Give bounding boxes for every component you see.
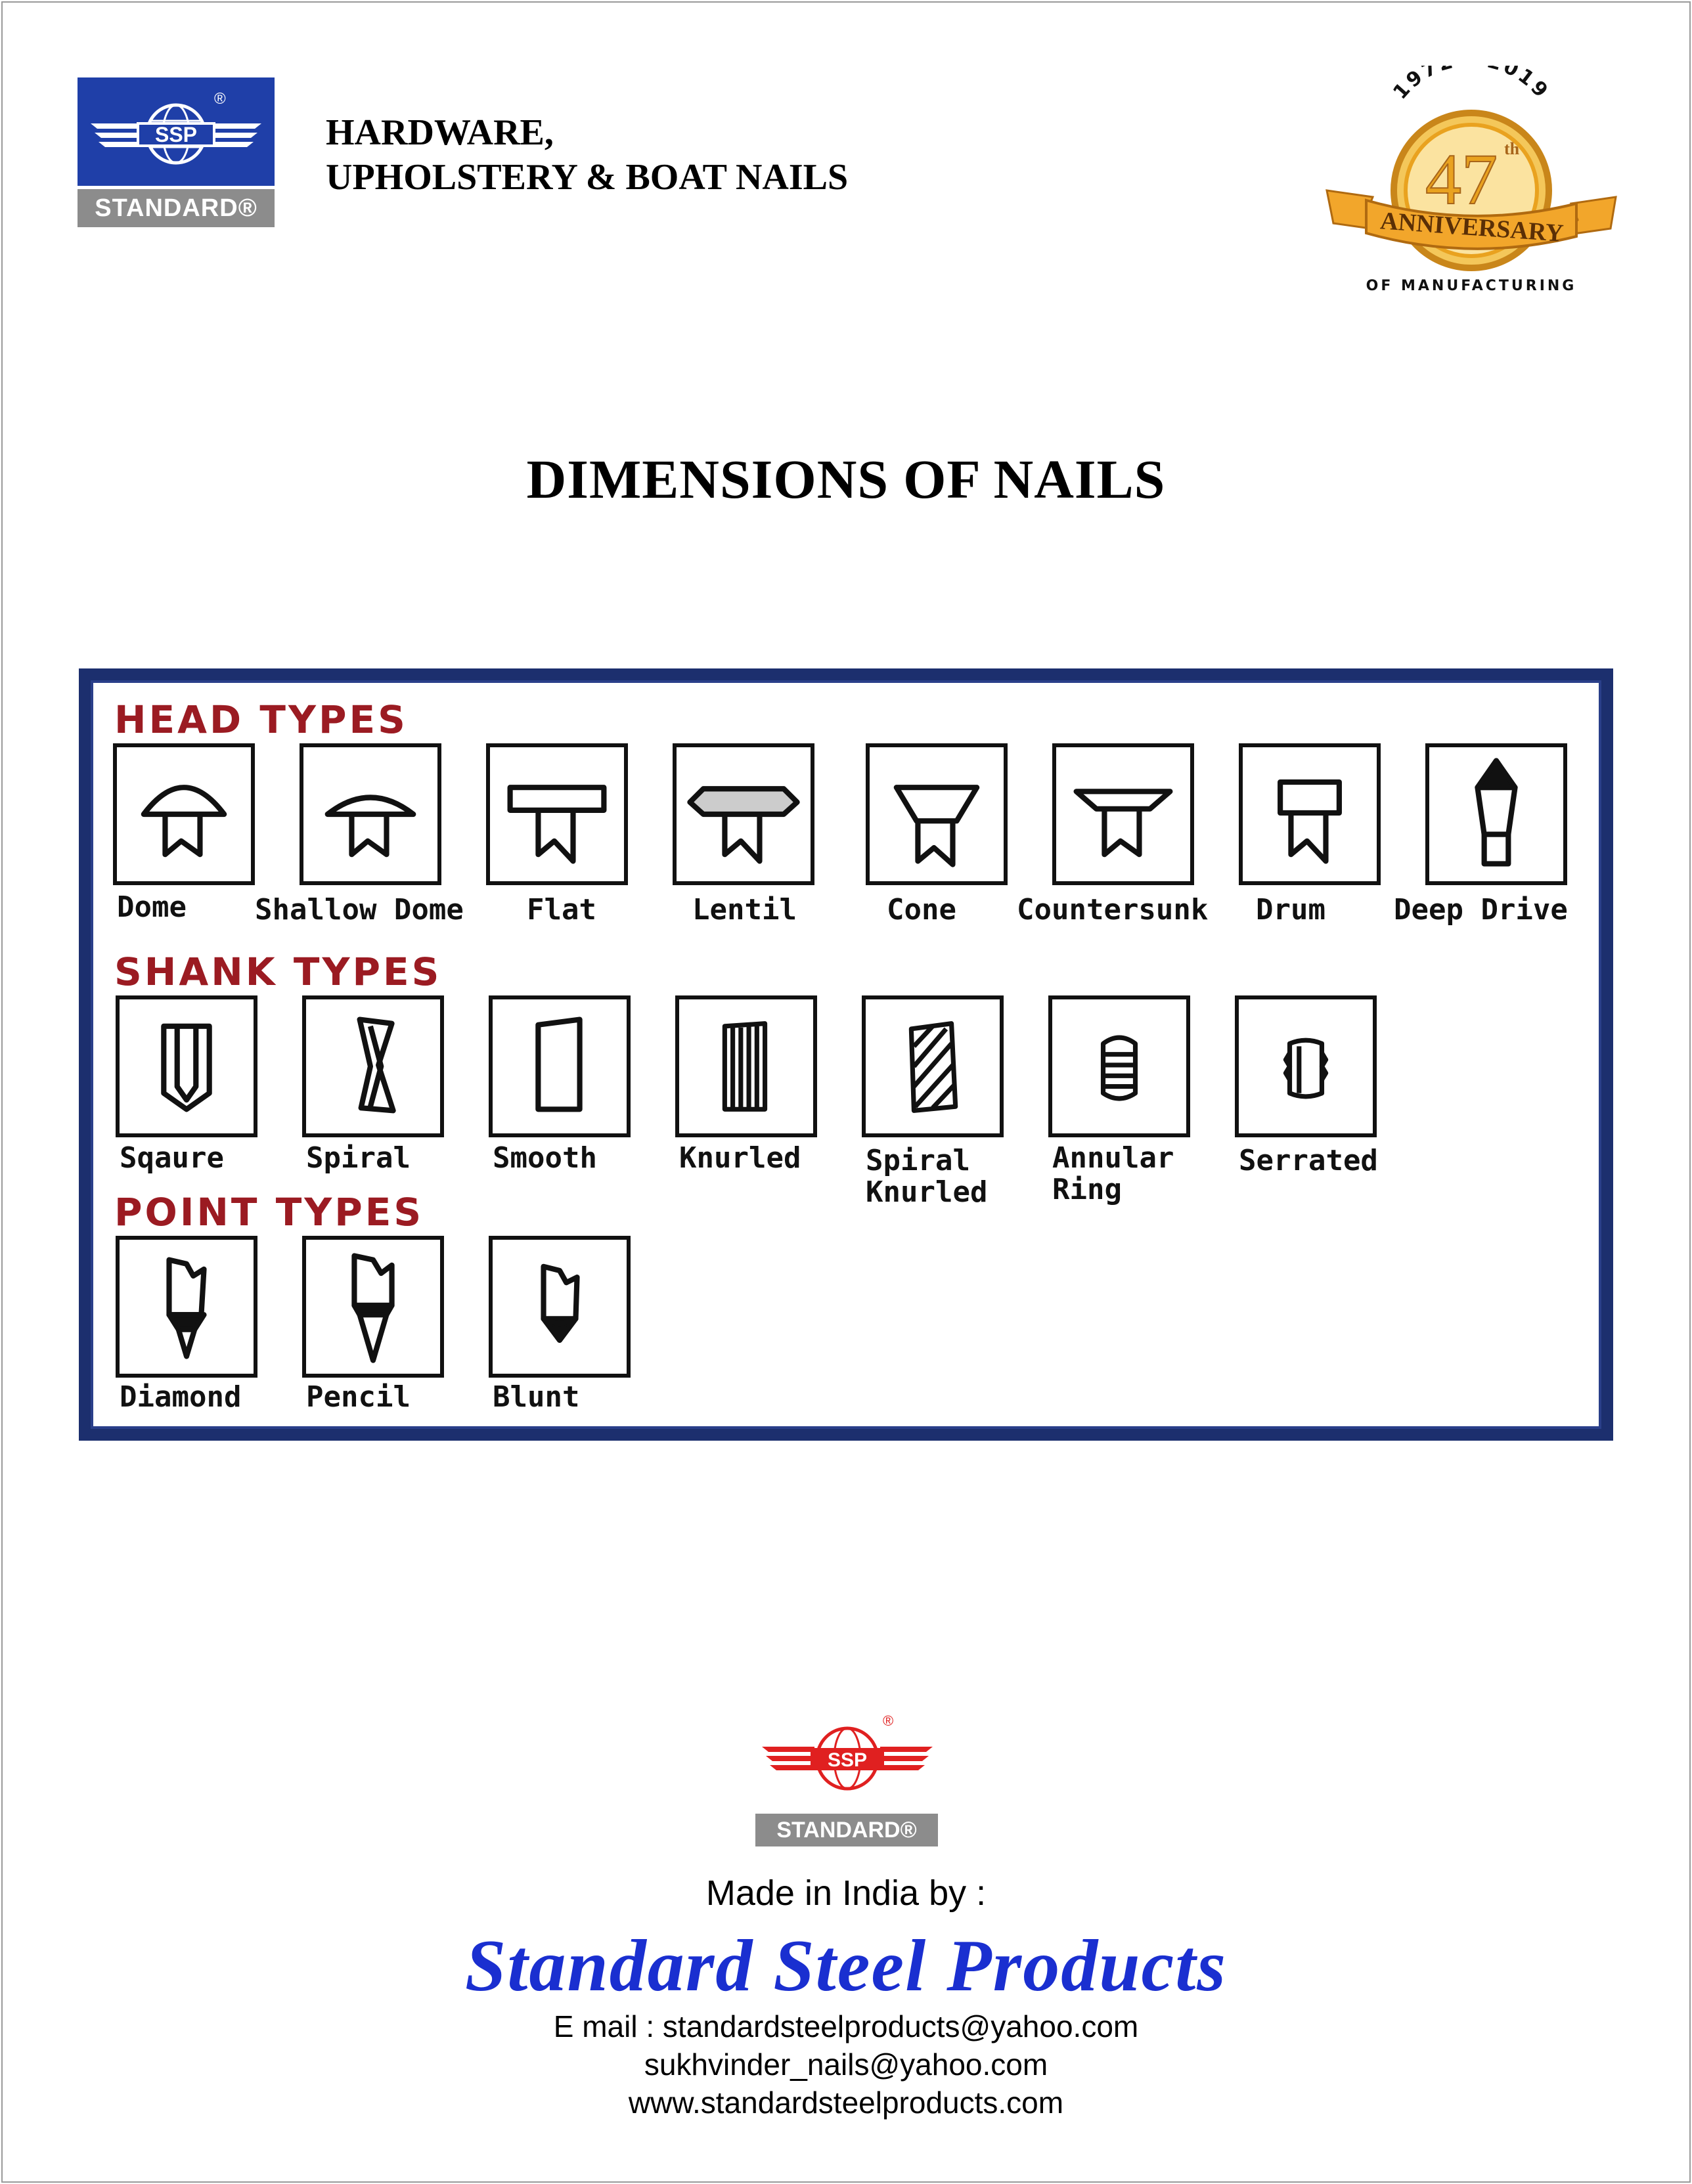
point-types-title: POINT TYPES <box>114 1190 424 1234</box>
spiral-knurled-shank-tile <box>862 995 1004 1137</box>
knurled-shank-icon <box>679 999 813 1133</box>
anniversary-badge <box>1314 66 1629 302</box>
shallow-dome-head-tile <box>300 743 441 885</box>
spiral-knurled-shank-icon <box>866 999 1000 1133</box>
header-line-1: HARDWARE, <box>326 112 554 153</box>
serrated-shank-tile <box>1235 995 1377 1137</box>
drum-head-tile <box>1239 743 1381 885</box>
footer-logo-wings-icon <box>749 1706 946 1811</box>
head-types-title: HEAD TYPES <box>114 697 408 742</box>
shank-caption-serrated: Serrated <box>1239 1144 1378 1177</box>
smooth-shank-tile <box>489 995 631 1137</box>
anniversary-seal-icon <box>1314 66 1629 302</box>
dome-head-icon <box>117 747 251 881</box>
knurled-shank-tile <box>675 995 817 1137</box>
point-caption-blunt: Blunt <box>493 1380 580 1414</box>
flat-head-icon <box>490 747 624 881</box>
logo-wings-icon <box>78 77 275 186</box>
lentil-head-tile <box>673 743 814 885</box>
footer-logo-registered-mark: ® <box>883 1713 894 1729</box>
logo-blue-panel <box>78 77 275 186</box>
badge-caption: OF MANUFACTURING <box>1366 278 1577 294</box>
logo-registered-mark: ® <box>214 90 226 108</box>
logo-brand-text: SSP <box>154 123 198 146</box>
shank-caption-knurled: Knurled <box>679 1141 801 1175</box>
svg-text:1972 - 2019 <box>1389 66 1553 104</box>
nail-types-panel <box>79 668 1613 1441</box>
shank-caption-smooth: Smooth <box>493 1141 597 1175</box>
header-subtitle <box>326 110 848 200</box>
made-in-label: Made in India by : <box>705 1873 987 1913</box>
logo-standard-label: STANDARD® <box>78 189 275 227</box>
spiral-shank-icon <box>306 999 440 1133</box>
diamond-point-icon <box>120 1240 254 1374</box>
website-link[interactable]: www.standardsteelproducts.com <box>628 2086 1064 2120</box>
head-caption-deep-drive: Deep Drive <box>1394 893 1568 927</box>
square-shank-icon <box>120 999 254 1133</box>
nail-types-panel-inner <box>91 680 1601 1429</box>
badge-years: 197 019 <box>1389 66 1554 104</box>
smooth-shank-icon <box>493 999 627 1133</box>
drum-head-icon <box>1243 747 1377 881</box>
company-name: Standard Steel Products <box>465 1925 1227 2007</box>
page-title: DIMENSIONS OF NAILS <box>526 449 1166 510</box>
head-caption-lentil: Lentil <box>692 893 797 927</box>
head-caption-countersunk: Countersunk <box>1017 893 1209 927</box>
cone-head-tile <box>866 743 1008 885</box>
annular-ring-shank-tile <box>1048 995 1190 1137</box>
email-line[interactable]: E mail : standardsteelproducts@yahoo.com <box>553 2009 1139 2043</box>
diamond-point-tile <box>116 1236 257 1378</box>
blunt-point-tile <box>489 1236 631 1378</box>
shallow-dome-head-icon <box>303 747 437 881</box>
point-caption-pencil: Pencil <box>306 1380 411 1414</box>
badge-ribbon-text: ANNIVERSARY <box>1379 207 1565 248</box>
cone-head-icon <box>870 747 1004 881</box>
footer-logo-standard-label: STANDARD® <box>755 1814 938 1846</box>
blunt-point-icon <box>493 1240 627 1374</box>
flat-head-tile <box>486 743 628 885</box>
header-line-2: UPHOLSTERY & BOAT NAILS <box>326 157 849 198</box>
pencil-point-icon <box>306 1240 440 1374</box>
serrated-shank-icon <box>1239 999 1373 1133</box>
point-caption-diamond: Diamond <box>120 1380 242 1414</box>
countersunk-head-tile <box>1052 743 1194 885</box>
annular-ring-shank-icon <box>1052 999 1186 1133</box>
deep-drive-head-icon <box>1429 747 1563 881</box>
shank-caption-spiral-knurled: Spiral Knurled <box>866 1144 988 1209</box>
head-caption-drum: Drum <box>1256 893 1325 927</box>
head-caption-flat: Flat <box>527 893 596 927</box>
footer-ssp-logo <box>749 1706 946 1850</box>
dome-head-tile <box>113 743 255 885</box>
head-caption-cone: Cone <box>887 893 956 927</box>
countersunk-head-icon <box>1056 747 1190 881</box>
shank-caption-square: Sqaure <box>120 1141 224 1175</box>
deep-drive-head-tile <box>1425 743 1567 885</box>
spiral-shank-tile <box>302 995 444 1137</box>
shank-caption-annular-ring: Annular Ring <box>1052 1141 1174 1206</box>
head-caption-shallow-dome: Shallow Dome <box>255 893 464 927</box>
shank-types-title: SHANK TYPES <box>114 950 442 994</box>
badge-number: 47 <box>1425 139 1498 219</box>
lentil-head-icon <box>677 747 811 881</box>
shank-caption-spiral: Spiral <box>306 1141 411 1175</box>
pencil-point-tile <box>302 1236 444 1378</box>
badge-suffix: th <box>1504 139 1520 158</box>
head-caption-dome: Dome <box>117 890 187 924</box>
square-shank-tile <box>116 995 257 1137</box>
ssp-logo <box>78 77 275 229</box>
email-secondary[interactable]: sukhvinder_nails@yahoo.com <box>644 2047 1048 2082</box>
footer-logo-brand-text: SSP <box>827 1749 868 1771</box>
